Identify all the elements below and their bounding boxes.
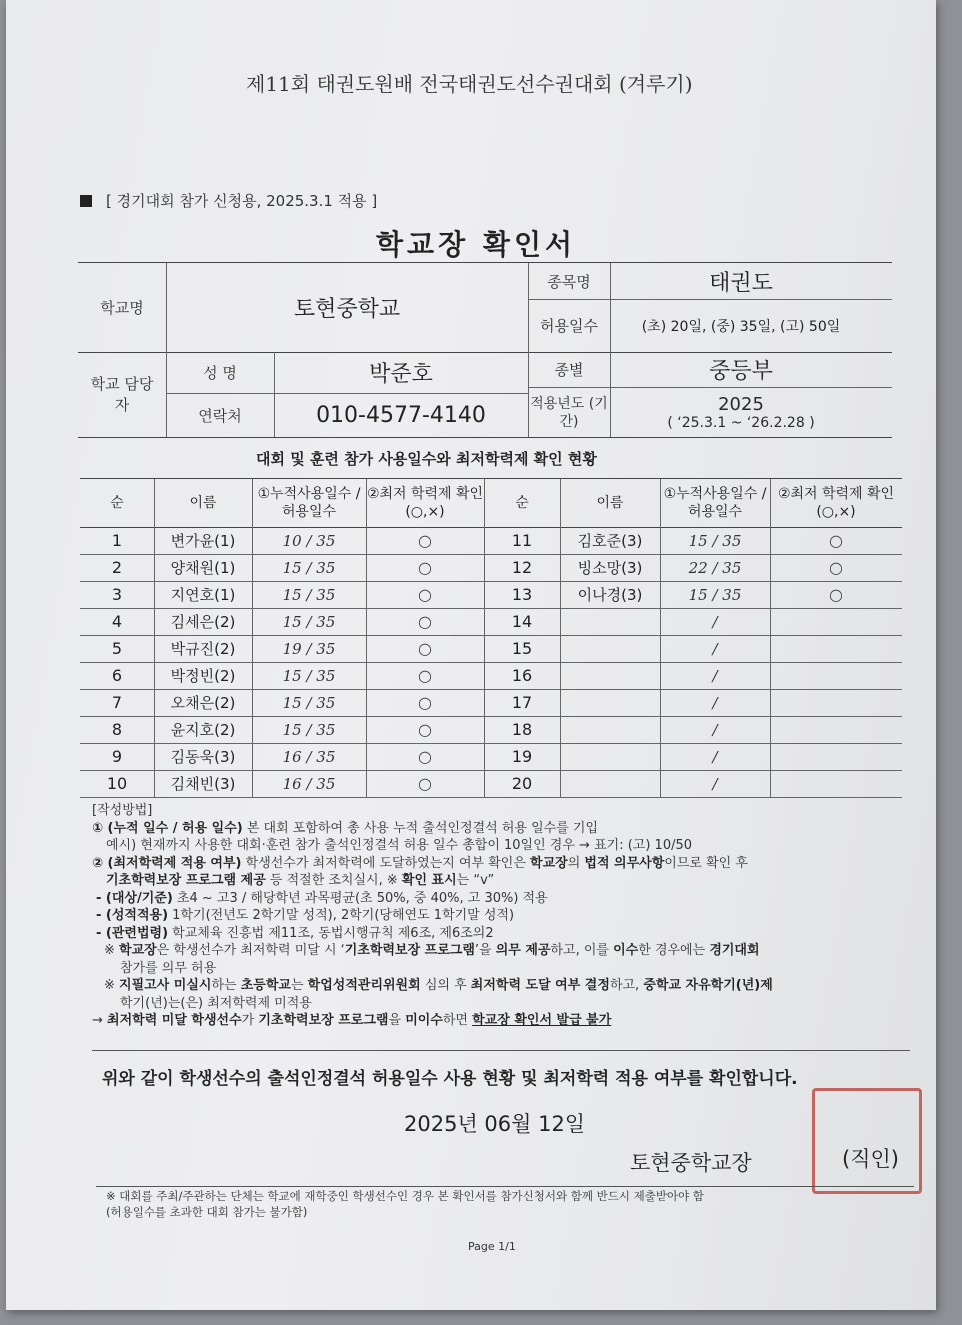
note-2-line2-bold2: 확인 표시 xyxy=(401,873,457,888)
student-name: 오채은(2) xyxy=(170,694,236,712)
header-no: 순 xyxy=(515,494,529,511)
allow-value: (초) 20일, (중) 35일, (고) 50일 xyxy=(641,318,841,335)
application-note-text: [ 경기대회 참가 신청용, 2025.3.1 적용 ] xyxy=(106,192,378,210)
rule-2-line2: 학기(년)는(은) 최저학력제 미적용 xyxy=(120,995,312,1011)
days-used: 15 / 35 xyxy=(688,585,742,604)
row-number: 1 xyxy=(111,531,123,550)
row-number: 14 xyxy=(511,612,533,631)
note-2-line2-bold: 기초학력보장 프로그램 제공 xyxy=(106,873,266,888)
row-number: 10 xyxy=(106,774,128,793)
staff-label: 학교 담당자 xyxy=(90,375,154,414)
min-academic-check: ○ xyxy=(418,774,432,793)
detail-2-bold: - (성적적용) xyxy=(96,908,169,923)
principal-signature: 토현중학교장 xyxy=(630,1151,752,1175)
division-label: 종별 xyxy=(554,361,584,379)
min-academic-check: ○ xyxy=(418,531,432,550)
days-used: / xyxy=(712,774,718,793)
days-used: 16 / 35 xyxy=(282,774,336,793)
note-1-text: 본 대회 포함하여 총 사용 누적 출석인정결석 허용 일수를 기입 xyxy=(242,820,599,836)
rule-1-a: ※ xyxy=(104,943,120,958)
phone-label: 연락처 xyxy=(198,406,242,425)
note-2-line2-text: 등 적절한 조치실시, ※ xyxy=(265,873,402,888)
min-academic-check: ○ xyxy=(829,585,843,604)
note-2-text-c: 의 xyxy=(567,855,585,871)
note-1-bold: ① (누적 일수 / 허용 일수) xyxy=(92,820,243,836)
rule-3-e: 을 xyxy=(388,1013,406,1028)
rule-3-f: 미이수 xyxy=(405,1013,443,1028)
row-number: 13 xyxy=(511,585,533,604)
document-page xyxy=(6,0,936,1310)
rule-1-h: 이수 xyxy=(613,943,639,958)
min-academic-check: ○ xyxy=(418,720,432,739)
footer-divider xyxy=(96,1186,914,1187)
header-check: ②최저 학력제 확인(○,×) xyxy=(777,485,895,520)
min-academic-check: ○ xyxy=(418,747,432,766)
days-used: 19 / 35 xyxy=(282,639,336,658)
rule-1-i: 한 경우에는 xyxy=(638,943,710,958)
min-academic-check: ○ xyxy=(418,639,432,658)
instructions xyxy=(92,802,773,1030)
row-number: 3 xyxy=(111,585,123,604)
row-number: 4 xyxy=(111,612,123,631)
days-used: / xyxy=(712,720,718,739)
application-note xyxy=(80,190,377,211)
year-value: 2025 xyxy=(718,393,764,415)
note-2-line2-text2: 는 “v” xyxy=(456,873,495,888)
header-check: ②최저 학력제 확인(○,×) xyxy=(366,485,484,520)
roster-table xyxy=(80,478,902,797)
student-name: 이나경(3) xyxy=(577,586,643,604)
note-2-text-e: 이므로 확인 후 xyxy=(664,855,748,871)
detail-1-text: 초4 ~ 고3 / 해당학년 과목평균(초 50%, 중 40%, 고 30%) 적용 xyxy=(172,890,548,906)
days-used: 15 / 35 xyxy=(282,693,336,712)
student-name: 김동욱(3) xyxy=(170,748,236,766)
division-value: 중등부 xyxy=(709,359,773,384)
rule-3-g: 하면 xyxy=(442,1013,473,1028)
note-2-bold: ② (최저학력제 적용 여부) xyxy=(92,855,242,871)
student-name xyxy=(560,608,660,635)
rule-2-e: 는 xyxy=(290,978,308,993)
row-number: 7 xyxy=(111,693,123,712)
note-2 xyxy=(92,855,773,873)
student-name: 양채원(1) xyxy=(170,559,236,577)
year-label: 적용년도 (기간) xyxy=(530,395,608,430)
note-1-example: 예시) 현재까지 사용한 대회·훈련 참가 출석인정결석 허용 일수 총합이 10일인 경우 → 표기: (고) 10/50 xyxy=(106,838,693,853)
rule-1-e: ’을 xyxy=(474,943,496,958)
row-number: 20 xyxy=(511,774,533,793)
student-name: 김채빈(3) xyxy=(170,775,236,793)
official-seal xyxy=(812,1088,922,1194)
detail-2 xyxy=(92,907,773,925)
allow-label: 허용일수 xyxy=(540,317,598,335)
student-name xyxy=(560,770,660,797)
footer-note xyxy=(106,1188,704,1220)
note-2-bold-b: 학교장 xyxy=(530,855,568,871)
min-academic-check: ○ xyxy=(418,666,432,685)
detail-1 xyxy=(92,890,773,908)
rule-2 xyxy=(92,977,773,995)
detail-2-text: 1학기(전년도 2학기말 성적), 2학기(당해연도 1학기말 성적) xyxy=(168,908,515,923)
footer-line-2: (허용일수를 초과한 대회 참가는 불가함) xyxy=(106,1205,308,1219)
student-name xyxy=(560,716,660,743)
name-value: 박준호 xyxy=(369,362,433,387)
note-2-text-a: 학생선수가 최저학력에 도달하였는지 여부 확인은 xyxy=(241,855,531,871)
student-name xyxy=(560,662,660,689)
days-used: 16 / 35 xyxy=(282,747,336,766)
row-number: 17 xyxy=(511,693,533,712)
detail-1-bold: - (대상/기준) xyxy=(96,890,173,906)
note-2-line2 xyxy=(92,872,773,890)
days-used: 15 / 35 xyxy=(282,585,336,604)
days-used: / xyxy=(712,639,718,658)
days-used: 22 / 35 xyxy=(688,558,742,577)
row-number: 11 xyxy=(511,531,533,550)
detail-3-text: 학교체육 진흥법 제11조, 동법시행규칙 제6조, 제6조의2 xyxy=(168,925,494,941)
rule-1-j: 경기대회 xyxy=(709,943,760,958)
instructions-heading: [작성방법] xyxy=(92,803,153,818)
year-range: ( ‘25.3.1 ~ ‘26.2.28 ) xyxy=(667,414,815,431)
min-academic-check xyxy=(770,743,902,770)
rule-1-line2: 참가를 의무 허용 xyxy=(120,960,217,976)
phone-value: 010-4577-4140 xyxy=(316,402,486,428)
days-used: / xyxy=(712,693,718,712)
min-academic-check: ○ xyxy=(418,693,432,712)
row-number: 12 xyxy=(511,558,533,577)
square-bullet-icon xyxy=(80,195,92,207)
year-cell xyxy=(610,387,872,437)
rule-3-c: 가 xyxy=(241,1013,259,1028)
student-name: 지연호(1) xyxy=(170,586,236,604)
min-academic-check xyxy=(770,635,902,662)
header-no: 순 xyxy=(110,494,124,511)
min-academic-check xyxy=(770,689,902,716)
days-used: 15 / 35 xyxy=(688,531,742,550)
header-name: 이름 xyxy=(189,494,217,511)
page-number: Page 1/1 xyxy=(468,1240,516,1253)
event-value: 태권도 xyxy=(709,270,773,296)
school-label: 학교명 xyxy=(100,299,144,317)
days-used: 10 / 35 xyxy=(282,531,336,550)
header-name: 이름 xyxy=(596,494,624,511)
student-name: 박규진(2) xyxy=(170,640,236,658)
info-table xyxy=(78,262,892,438)
student-name: 변가윤(1) xyxy=(170,532,236,550)
student-name xyxy=(560,689,660,716)
school-value: 토현중학교 xyxy=(293,297,401,322)
rule-2-f: 학업성적관리위원회 xyxy=(307,978,421,993)
rule-1-c: 은 학생선수가 최저학력 미달 시 ‘ xyxy=(156,943,345,958)
min-academic-check xyxy=(770,770,902,797)
header-days: ①누적사용일수 /허용일수 xyxy=(257,485,361,520)
rule-1-f: 의무 제공 xyxy=(495,943,551,958)
student-name: 빙소망(3) xyxy=(577,559,643,577)
row-number: 8 xyxy=(111,720,123,739)
rule-3-a: → xyxy=(92,1013,108,1028)
rule-3-b: 최저학력 미달 학생선수 xyxy=(107,1013,242,1028)
rule-2-h: 최저학력 도달 여부 결정 xyxy=(470,978,610,993)
row-number: 15 xyxy=(511,639,533,658)
rule-1-b: 학교장 xyxy=(119,943,157,958)
rule-3 xyxy=(92,1012,773,1030)
detail-3-bold: - (관련법령) xyxy=(96,925,169,941)
grid-line xyxy=(80,797,902,798)
row-number: 2 xyxy=(111,558,123,577)
student-name xyxy=(560,743,660,770)
event-label: 종목명 xyxy=(547,272,591,291)
days-used: 15 / 35 xyxy=(282,720,336,739)
issue-date: 2025년 06월 12일 xyxy=(404,1112,586,1136)
row-number: 19 xyxy=(511,747,533,766)
days-used: / xyxy=(712,612,718,631)
min-academic-check: ○ xyxy=(829,531,843,550)
detail-3 xyxy=(92,925,773,943)
rule-2-b: 지필고사 미실시 xyxy=(119,978,212,993)
note-1 xyxy=(92,820,773,838)
days-used: 15 / 35 xyxy=(282,558,336,577)
row-number: 5 xyxy=(111,639,123,658)
divider xyxy=(92,1050,910,1051)
header-days: ①누적사용일수 /허용일수 xyxy=(663,485,767,520)
footer-line-1: ※ 대회를 주최/주관하는 단체는 학교에 재학중인 학생선수인 경우 본 확인서를 참가신청서와 함께 반드시 제출받아야 함 xyxy=(106,1189,704,1203)
rule-1-g: 하고, 이를 xyxy=(550,943,614,958)
student-name xyxy=(560,635,660,662)
min-academic-check: ○ xyxy=(418,585,432,604)
rule-2-d: 초등학교 xyxy=(240,978,291,993)
days-used: / xyxy=(712,747,718,766)
days-used: 15 / 35 xyxy=(282,612,336,631)
days-used: 15 / 35 xyxy=(282,666,336,685)
min-academic-check xyxy=(770,716,902,743)
rule-2-a: ※ xyxy=(104,978,120,993)
roster-subtitle: 대회 및 훈련 참가 사용일수와 최저학력제 확인 현황 xyxy=(256,450,597,468)
document-title: 학교장 확인서 xyxy=(376,228,577,261)
rule-1-d: 기초학력보장 프로그램 xyxy=(344,943,475,958)
row-number: 9 xyxy=(111,747,123,766)
min-academic-check: ○ xyxy=(829,558,843,577)
rule-2-j: 중학교 자유학기(년)제 xyxy=(643,978,773,993)
min-academic-check xyxy=(770,608,902,635)
days-used: / xyxy=(712,666,718,685)
student-name: 윤지호(2) xyxy=(170,721,236,739)
confirm-statement: 위와 같이 학생선수의 출석인정결석 허용일수 사용 현황 및 최저학력 적용 여부를 확인합니다. xyxy=(102,1069,798,1089)
row-number: 6 xyxy=(111,666,123,685)
min-academic-check xyxy=(770,662,902,689)
rule-3-h: 학교장 확인서 발급 불가 xyxy=(472,1013,612,1028)
rule-2-g: 심의 후 xyxy=(420,978,471,993)
row-number: 18 xyxy=(511,720,533,739)
row-number: 16 xyxy=(511,666,533,685)
seal-mark: (직인) xyxy=(842,1147,899,1171)
min-academic-check: ○ xyxy=(418,612,432,631)
note-2-bold-d: 법적 의무사항 xyxy=(584,855,665,871)
student-name: 박정빈(2) xyxy=(170,667,236,685)
rule-1 xyxy=(92,942,773,960)
rule-2-c: 하는 xyxy=(211,978,241,993)
min-academic-check: ○ xyxy=(418,558,432,577)
rule-3-d: 기초학력보장 프로그램 xyxy=(258,1013,389,1028)
rule-2-i: 하고, xyxy=(609,978,644,993)
name-label: 성 명 xyxy=(203,364,237,382)
student-name: 김세은(2) xyxy=(170,613,236,631)
student-name: 김호준(3) xyxy=(577,532,643,550)
competition-title: 제11회 태권도원배 전국태권도선수권대회 (겨루기) xyxy=(246,72,693,96)
